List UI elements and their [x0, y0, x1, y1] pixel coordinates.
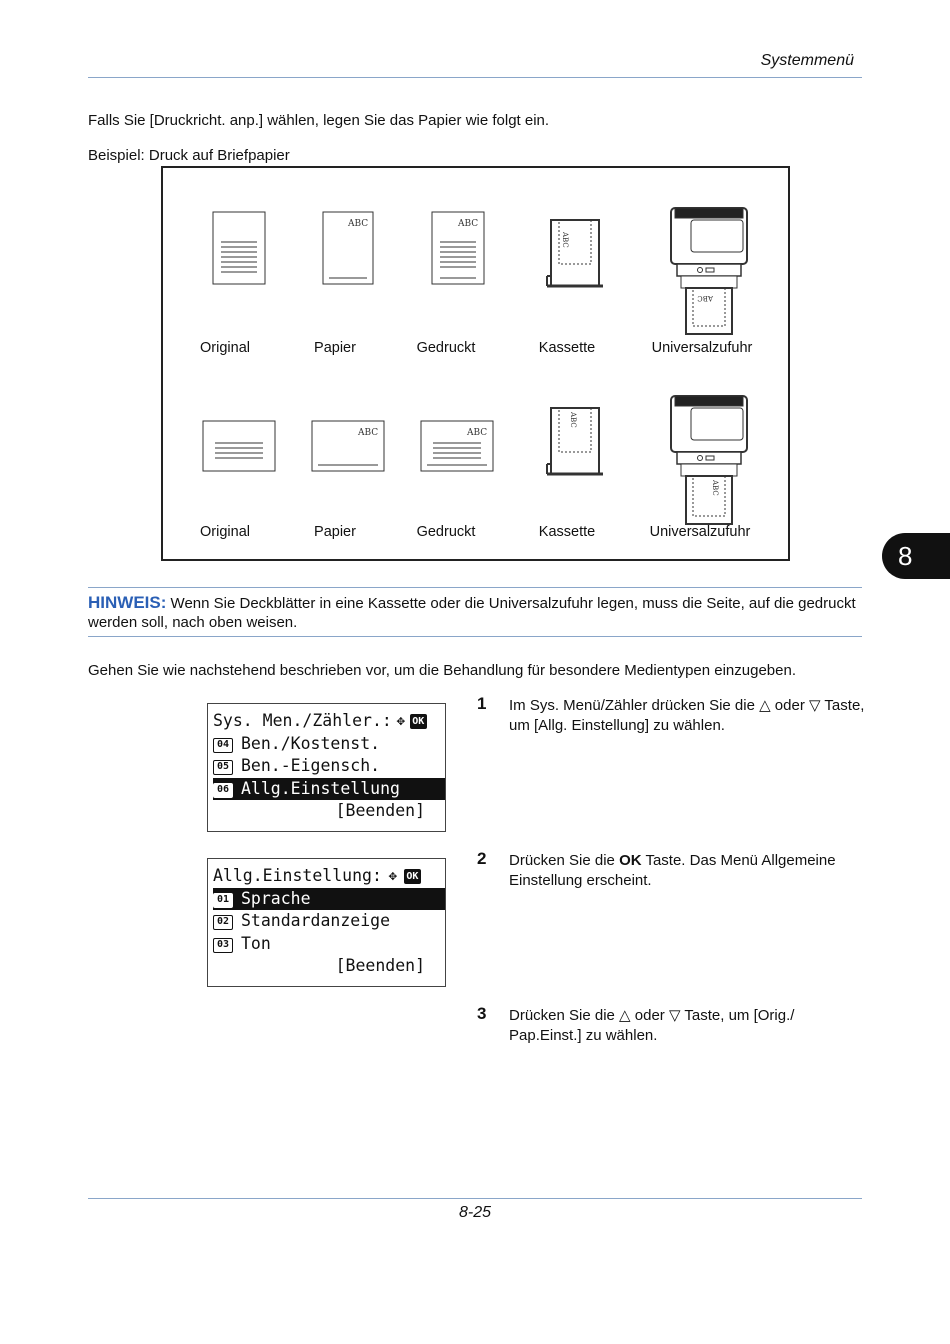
cassette-portrait [547, 220, 603, 286]
caption-cassette-2: Kassette [538, 524, 596, 540]
letterhead-text: ABC [358, 428, 379, 438]
caption-mp-tray-2: Universalzufuhr [649, 524, 751, 540]
caption-mp-tray-1: Universalzufuhr [651, 340, 753, 356]
lcd1-item-label: Allg.Einstellung [241, 778, 400, 798]
caption-printed-2: Gedruckt [416, 524, 476, 540]
lcd-system-menu [207, 703, 446, 832]
step-text: Drücken Sie die △ oder ▽ Taste, um [Orig./ Pap.Einst.] zu wählen. [509, 1007, 795, 1044]
letterhead-text: ABC [561, 232, 569, 248]
lcd2-item-label: Sprache [241, 888, 311, 908]
note-text: Wenn Sie Deckblätter in eine Kassette oder die Universalzufuhr legen, muss die Seite, auf die gedruckt werden soll, nach oben weisen. [88, 595, 856, 631]
figure-illustration [163, 168, 788, 559]
letterhead-text: ABC [458, 219, 479, 229]
lcd2-title-row [213, 865, 445, 888]
navigation-cross-icon: ✥ [388, 868, 398, 884]
caption-paper-1: Papier [314, 340, 356, 356]
original-portrait-sheet [213, 212, 265, 284]
chapter-tab[interactable]: 8 [882, 533, 950, 579]
letterhead-text: ABC [569, 412, 577, 428]
caption-original-2: Original [200, 524, 250, 540]
lcd1-item-label: Ben.-Eigensch. [241, 756, 381, 775]
ok-key-label: OK [619, 852, 642, 869]
item-number-badge: 05 [213, 760, 233, 775]
note-rule-top [88, 587, 862, 588]
header-rule [88, 77, 862, 78]
item-number-badge: 04 [213, 738, 233, 753]
caption-cassette-1: Kassette [538, 340, 596, 356]
lcd1-title-row [213, 710, 445, 733]
lcd1-title: Sys. Men./Zähler.: [213, 711, 392, 730]
footer-rule [88, 1198, 862, 1199]
note-block [88, 593, 862, 632]
ok-key-icon: OK [404, 869, 421, 884]
lcd1-exit[interactable]: [Beenden] [335, 801, 425, 820]
ok-key-icon: OK [410, 714, 427, 729]
navigation-cross-icon: ✥ [396, 713, 406, 729]
letterhead-text: ABC [348, 219, 369, 229]
step-text: Im Sys. Menü/Zähler drücken Sie die △ oder ▽ Taste, um [Allg. Einstellung] zu wählen. [509, 697, 865, 734]
lcd2-item-selected[interactable] [213, 888, 445, 911]
step-number: 1 [477, 694, 487, 713]
step-number: 3 [477, 1004, 487, 1023]
step-number: 2 [477, 849, 487, 868]
lcd2-item-label: Standardanzeige [241, 911, 391, 930]
lcd2-item[interactable] [213, 933, 445, 956]
lcd-general-settings [207, 858, 446, 987]
example-title: Beispiel: Druck auf Briefpapier [88, 147, 290, 164]
caption-original-1: Original [200, 340, 250, 356]
letterhead-text: ABC [697, 294, 713, 302]
instruction-text: Gehen Sie wie nachstehend beschrieben vor, um die Behandlung für besondere Medientypen einzugeben. [88, 662, 796, 679]
step-text [509, 851, 869, 890]
note-label: HINWEIS: [88, 593, 167, 612]
item-number-badge: 06 [213, 783, 233, 798]
caption-printed-1: Gedruckt [416, 340, 476, 356]
section-header: Systemmenü [760, 52, 854, 69]
caption-paper-2: Papier [314, 524, 356, 540]
lcd1-item-label: Ben./Kostenst. [241, 733, 381, 753]
paper-orientation-figure [161, 166, 790, 561]
item-number-badge: 01 [213, 893, 233, 908]
item-number-badge: 02 [213, 915, 233, 930]
lcd2-exit[interactable]: [Beenden] [335, 956, 425, 975]
step-text-part: Taste. Das Menü Allgemeine Einstellung erscheint. [509, 852, 836, 889]
item-number-badge: 03 [213, 938, 233, 953]
lcd2-item[interactable] [213, 910, 445, 933]
step-text-part: Drücken Sie die [509, 852, 620, 869]
letterhead-text: ABC [711, 480, 719, 496]
mp-tray-landscape [671, 396, 747, 524]
page-number: 8-25 [458, 1204, 492, 1221]
lcd1-item-selected[interactable] [213, 778, 445, 801]
lcd1-item[interactable] [213, 755, 445, 778]
letterhead-text: ABC [467, 428, 488, 438]
lcd1-item[interactable] [213, 733, 445, 756]
note-rule-bottom [88, 636, 862, 637]
lcd2-title: Allg.Einstellung: [213, 866, 382, 885]
original-landscape-sheet [203, 421, 275, 471]
intro-text: Falls Sie [Druckricht. anp.] wählen, legen Sie das Papier wie folgt ein. [88, 112, 550, 129]
mp-tray-portrait [671, 208, 747, 334]
lcd2-item-label: Ton [241, 933, 271, 953]
